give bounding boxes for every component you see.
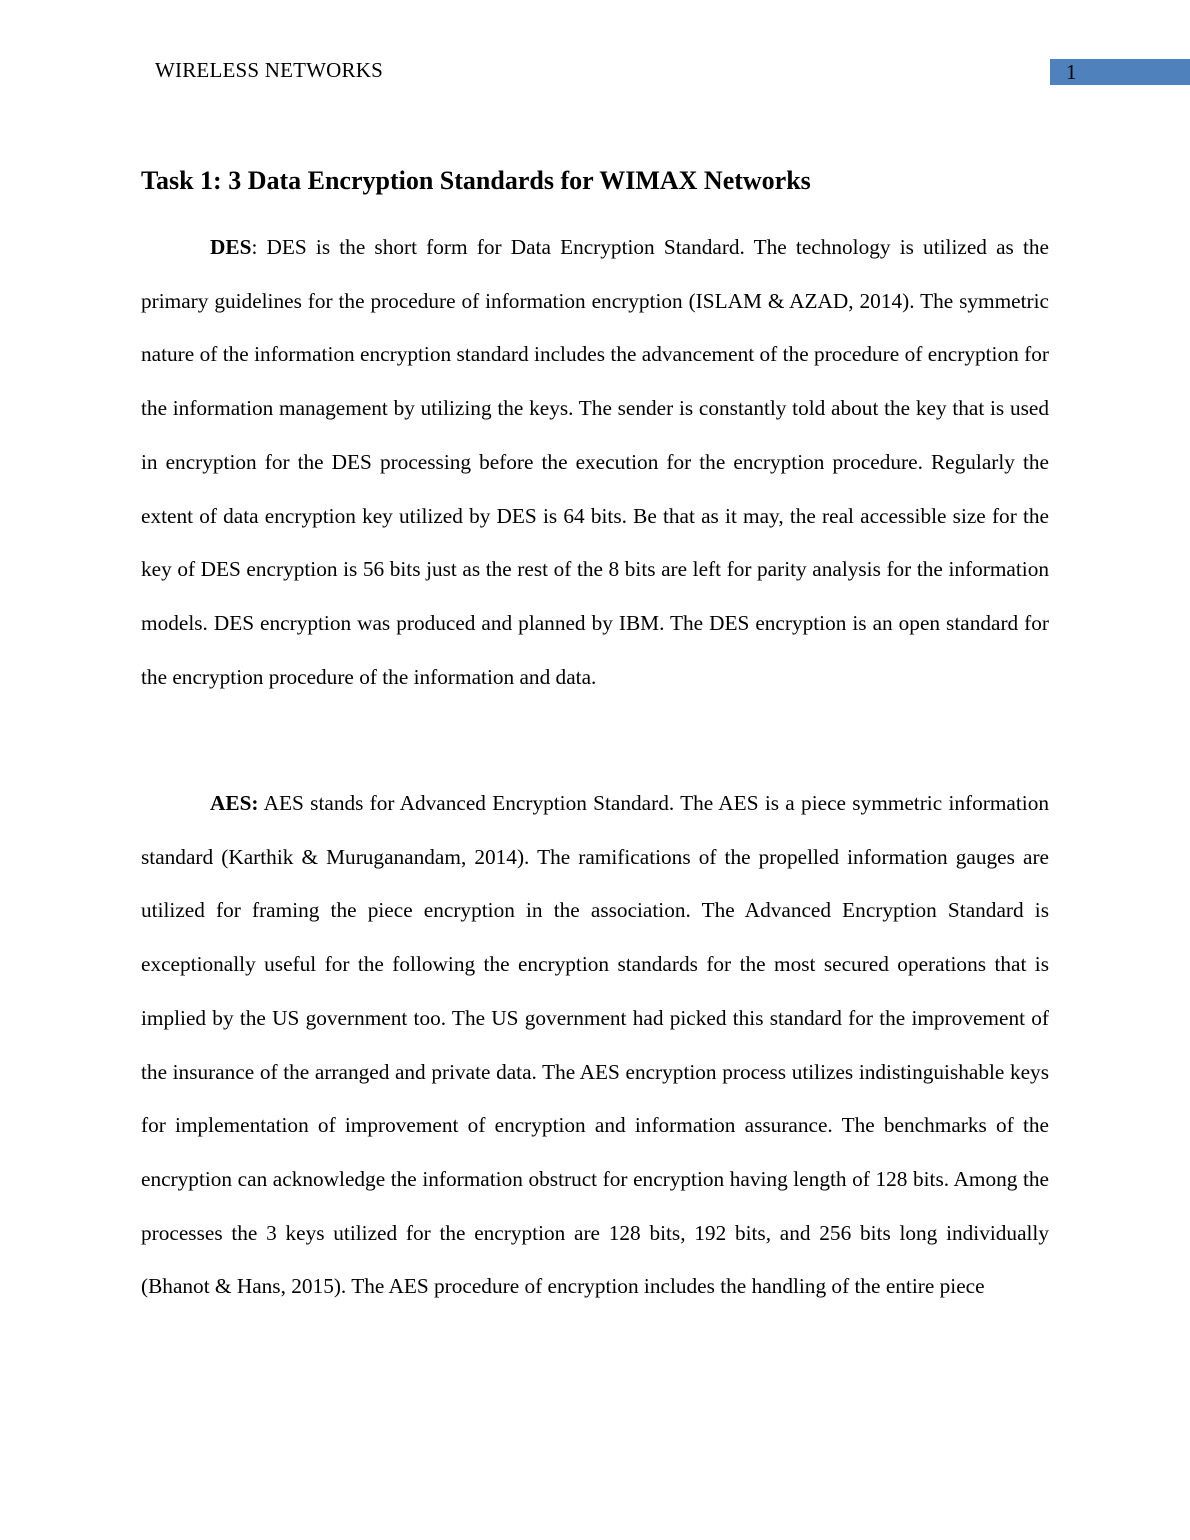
paragraph-aes <box>141 777 1049 1314</box>
paragraph-des-body: DES is the short form for Data Encryption Standard. The technology is utilized as the primary guidelines for the procedure of information encryption (ISLAM & AZAD, 2014). The symmetric nature of the information encryption standard includes the advancement of the procedure of encryption for the information management by utilizing the keys. The sender is constantly told about the key that is used in encryption for the DES processing before the execution for the encryption procedure. Regularly the extent of data encryption key utilized by DES is 64 bits. Be that as it may, the real accessible size for the key of DES encryption is 56 bits just as the rest of the 8 bits are left for parity analysis for the information models. DES encryption was produced and planned by IBM. The DES encryption is an open standard for the encryption procedure of the information and data. <box>141 235 1049 689</box>
paragraph-aes-body: AES stands for Advanced Encryption Standard. The AES is a piece symmetric information standard (Karthik & Muruganandam, 2014). The ramifications of the propelled information gauges are utilized for framing the piece encryption in the association. The Advanced Encryption Standard is exceptionally useful for the following the encryption standards for the most secured operations that is implied by the US government too. The US government had picked this standard for the improvement of the insurance of the arranged and private data. The AES encryption process utilizes indistinguishable keys for implementation of improvement of encryption and information assurance. The benchmarks of the encryption can acknowledge the information obstruct for encryption having length of 128 bits. Among the processes the 3 keys utilized for the encryption are 128 bits, 192 bits, and 256 bits long individually (Bhanot & Hans, 2015). The AES procedure of encryption includes the handling of the entire piece <box>141 791 1049 1299</box>
paragraph-des <box>141 221 1049 704</box>
paragraph-des-separator: : <box>251 235 258 259</box>
page-number: 1 <box>1066 60 1077 84</box>
paragraph-aes-term: AES: <box>210 791 259 815</box>
paragraph-des-term: DES <box>210 235 252 259</box>
running-head: WIRELESS NETWORKS <box>155 58 383 82</box>
page-number-bar <box>1050 59 1190 85</box>
section-heading: Task 1: 3 Data Encryption Standards for WIMAX Networks <box>141 166 811 195</box>
